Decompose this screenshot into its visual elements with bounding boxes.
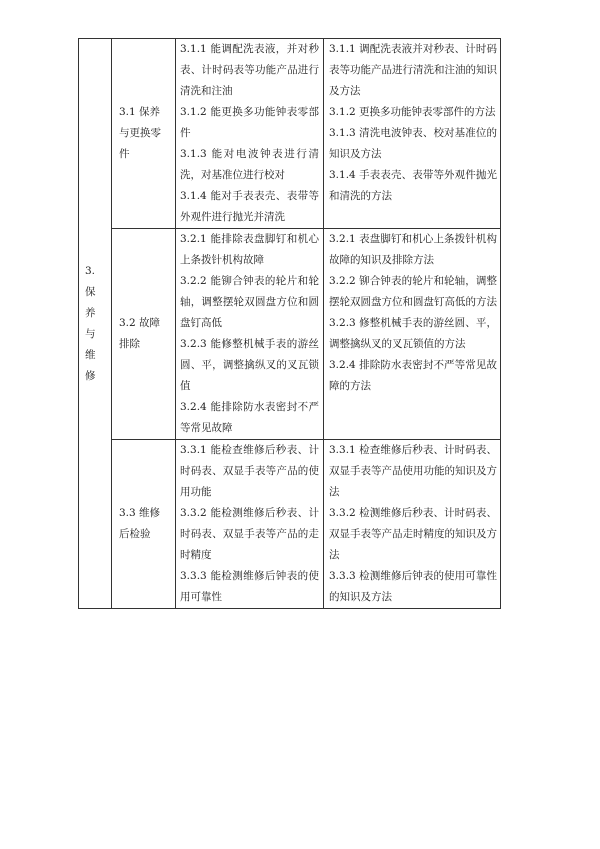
section-name: 3.2 故障排除: [112, 229, 176, 440]
table-row: [79, 440, 501, 609]
knowledge-item: 3.1.2 更换多功能钟表零部件的方法: [329, 106, 496, 118]
skills-table: [78, 38, 501, 609]
knowledge-item: 3.1.3 清洗电波钟表、校对基准位的知识及方法: [329, 127, 497, 160]
skill-item: 3.2.2 能铆合钟表的轮片和轮轴，调整摆轮双圆盘方位和圆盘钉高低: [180, 275, 319, 329]
skill-item: 3.3.3 能检测维修后钟表的使用可靠性: [180, 570, 319, 603]
knowledge-item: 3.3.3 检测维修后钟表的使用可靠性的知识及方法: [329, 570, 497, 603]
knowledge-item: 3.2.1 表盘脚钉和机心上条拨针机构故障的知识及排除方法: [329, 233, 497, 266]
section-name: 3.1 保养与更换零件: [112, 39, 176, 229]
skill-requirements: [176, 440, 324, 609]
skill-item: 3.2.4 能排除防水表密封不严等常见故障: [180, 401, 319, 434]
skill-item: 3.1.4 能对手表表壳、表带等外观件进行抛光并清洗: [180, 190, 319, 223]
related-knowledge: [324, 440, 501, 609]
related-knowledge: [324, 39, 501, 229]
table-row: [79, 229, 501, 440]
skill-item: 3.1.3 能对电波钟表进行清洗，对基准位进行校对: [180, 148, 319, 181]
skill-requirements: [176, 229, 324, 440]
skill-requirements: [176, 39, 324, 229]
knowledge-item: 3.2.4 排除防水表密封不严等常见故障的方法: [329, 359, 497, 392]
knowledge-item: 3.2.3 修整机械手表的游丝圆、平，调整擒纵叉的叉瓦锁值的方法: [329, 317, 497, 350]
skill-item: 3.1.2 能更换多功能钟表零部件: [180, 106, 319, 139]
category-cell: 3. 保养与维修: [79, 39, 112, 609]
skill-item: 3.2.1 能排除表盘脚钉和机心上条拨针机构故障: [180, 233, 319, 266]
skill-item: 3.3.1 能检查维修后秒表、计时码表、双显手表等产品的使用功能: [180, 444, 319, 498]
skill-item: 3.3.2 能检测维修后秒表、计时码表、双显手表等产品的走时精度: [180, 507, 319, 561]
section-name: 3.3 维修后检验: [112, 440, 176, 609]
knowledge-item: 3.1.1 调配洗表液并对秒表、计时码表等功能产品进行清洗和注油的知识及方法: [329, 43, 497, 97]
knowledge-item: 3.2.2 铆合钟表的轮片和轮轴，调整摆轮双圆盘方位和圆盘钉高低的方法: [329, 275, 497, 308]
skill-item: 3.1.1 能调配洗表液，并对秒表、计时码表等功能产品进行清洗和注油: [180, 43, 319, 97]
knowledge-item: 3.1.4 手表表壳、表带等外观件抛光和清洗的方法: [329, 169, 497, 202]
knowledge-item: 3.3.1 检查维修后秒表、计时码表、双显手表等产品使用功能的知识及方法: [329, 444, 497, 498]
skill-item: 3.2.3 能修整机械手表的游丝圆、平，调整擒纵叉的叉瓦锁值: [180, 338, 319, 392]
knowledge-item: 3.3.2 检测维修后秒表、计时码表、双显手表等产品走时精度的知识及方法: [329, 507, 497, 561]
related-knowledge: [324, 229, 501, 440]
table-row: [79, 39, 501, 229]
